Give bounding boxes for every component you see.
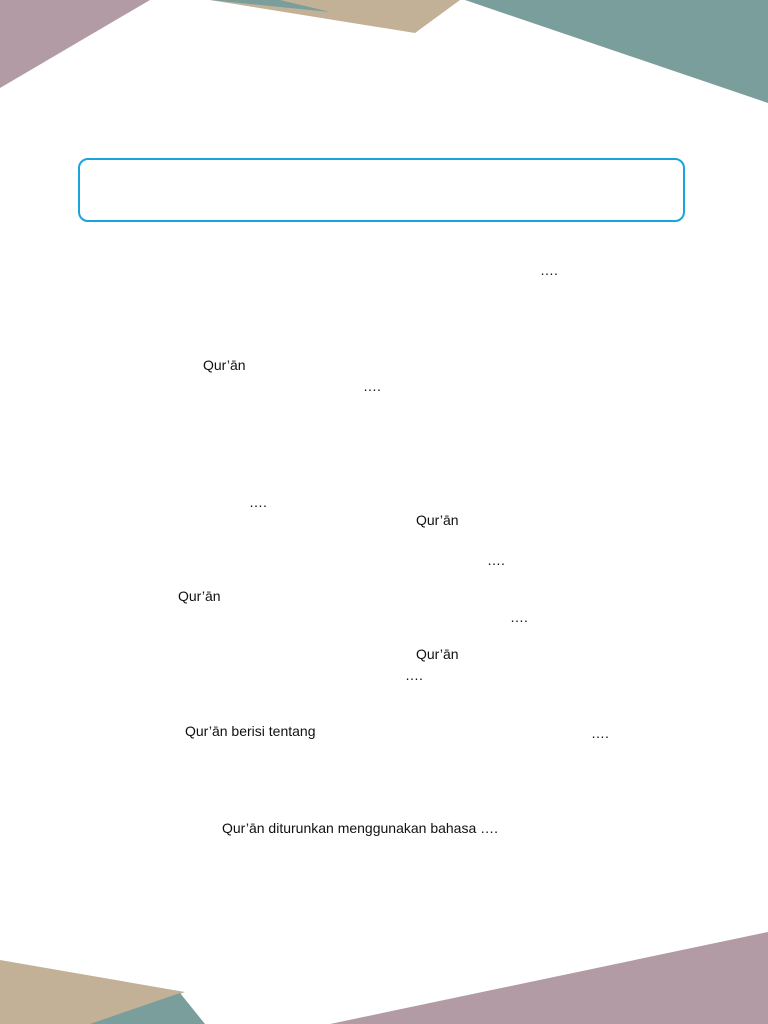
title-box: [78, 158, 685, 222]
ellipsis-3: ….: [249, 494, 267, 510]
ellipsis-6: ….: [405, 667, 423, 683]
quran-content-phrase: Qur’ān berisi tentang: [185, 723, 316, 739]
ellipsis-1: ….: [540, 262, 558, 278]
top-right-teal-shape: [465, 0, 768, 103]
top-center-tan-shape: [210, 0, 460, 33]
ellipsis-5: ….: [510, 609, 528, 625]
bottom-right-mauve-shape: [330, 932, 768, 1024]
ellipsis-7: ….: [591, 725, 609, 741]
ellipsis-2: ….: [363, 378, 381, 394]
top-left-mauve-shape: [0, 0, 150, 88]
quran-word-3: Qur’ān: [178, 588, 221, 604]
ellipsis-4: ….: [487, 552, 505, 568]
quran-word-1: Qur’ān: [203, 357, 246, 373]
quran-word-2: Qur’ān: [416, 512, 459, 528]
quran-word-4: Qur’ān: [416, 646, 459, 662]
quran-language-question: Qur’ān diturunkan menggunakan bahasa ….: [222, 820, 499, 836]
